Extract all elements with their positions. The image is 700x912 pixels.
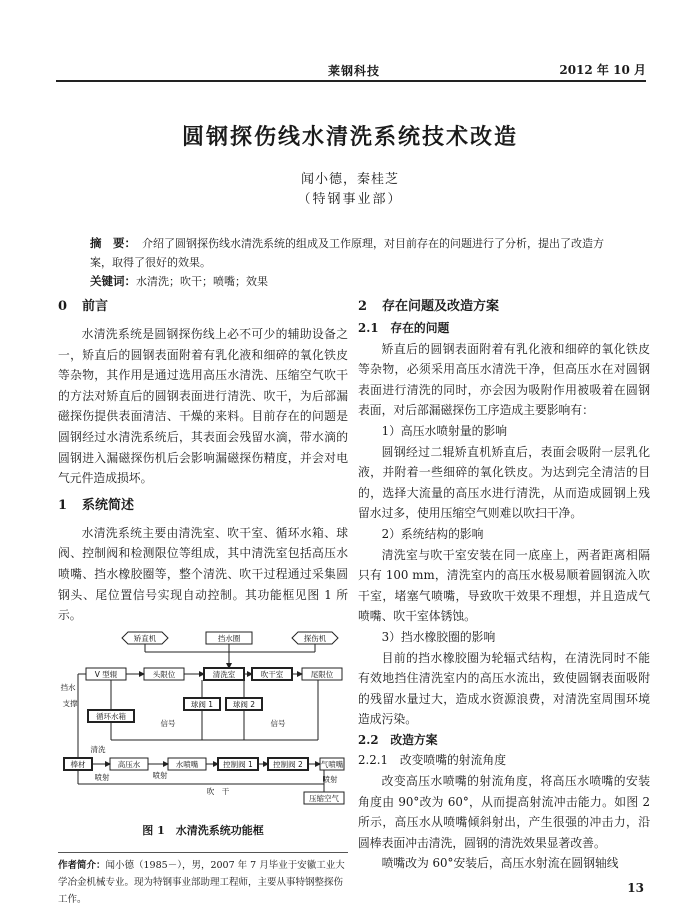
footnote-label: 作者简介：: [58, 860, 106, 871]
fig-label-signal-1: 信号: [160, 719, 176, 728]
fig-label-air: 压缩空气: [309, 794, 339, 803]
fig-label-jet-2: 喷射: [152, 771, 168, 780]
keywords-label: 关键词：: [90, 274, 136, 288]
subsection-2-2-1-heading: 2.2.1 改变喷嘴的射流角度: [358, 753, 506, 768]
abstract-text: 介绍了圆钢探伤线水清洗系统的组成及工作原理，对目前存在的问题进行了分析，提出了改造方案，取得了很好的效果。: [90, 237, 604, 269]
journal-name: 莱钢科技: [328, 64, 381, 78]
fig-label-bar: 棒材: [70, 760, 86, 769]
fig-label-signal-2: 信号: [270, 719, 286, 728]
figure-1-diagram: [58, 628, 348, 808]
item-2-paragraph: 清洗室与吹干室安装在同一底座上，两者距离相隔只有 100 mm，清洗室内的高压水极易顺着圆钢流入吹干室，堵塞气喷嘴，导致吹干效果不理想，并且造成气喷嘴、吹干室体锈蚀。: [358, 547, 650, 624]
item-2-heading: 2）系统结构的影响: [381, 526, 484, 541]
fig-label-spray: 水喷嘴: [175, 760, 199, 769]
page-number: 13: [627, 881, 644, 895]
keywords: [90, 272, 610, 291]
item-1-heading: 1）高压水喷射量的影响: [381, 423, 508, 438]
fig-label-head-limit: 头限位: [152, 670, 176, 679]
fig-label-straightener: 矫直机: [133, 634, 157, 643]
fig-label-air-nozzle: 气喷嘴: [320, 760, 344, 769]
fig-label-ctrl-valve-1: 控制阀 1: [223, 760, 253, 769]
author-footnote: [58, 852, 348, 908]
fig-label-dry-room: 吹干室: [260, 670, 284, 679]
fig-label-wash: 清洗: [90, 745, 106, 754]
fig-label-tail-limit: 尾限位: [310, 670, 334, 679]
running-header: [56, 58, 646, 82]
abstract: [90, 234, 610, 272]
paper-title: 圆钢探伤线水清洗系统技术改造: [181, 124, 518, 150]
item-3-paragraph: 目前的挡水橡胶圈为轮辐式结构，在清洗同时不能有效地挡住清洗室内的高压水流出，致使圆钢表面吸附的残留水量过大，造成水资源浪费，对清洗室周围环境造成污染。: [358, 650, 650, 727]
subsection-2-1-heading: 2.1 存在的问题: [358, 321, 450, 335]
footnote-text: 闻小德（1985－），男，2007 年 7 月毕业于安徽工业大学冶金机械专业。现为特钢事业部助理工程师，主要从事特钢整探伤工作。: [58, 860, 345, 905]
section-1-heading: 1 系统简述: [58, 497, 135, 513]
item-1-paragraph: 圆钢经过二辊矫直机矫直后，表面会吸附一层乳化液，并附着一些细碎的氧化铁皮。为达到完全清洁的目的，选择大流量的高压水进行清洗，从而造成圆钢上残留水过多，使用压缩空气则难以吹扫干净。: [358, 444, 650, 521]
keywords-text: 水清洗；吹干；喷嘴；效果: [136, 275, 268, 288]
section-2-2-1-paragraph-1: 改变高压水喷嘴的射流角度，将高压水喷嘴的安装角度由 90°改为 60°，从而提高射流冲击能力。如图 2 所示，高压水从喷嘴倾斜射出，产生很强的冲击力，沿圆棒表面冲击清洗，圆钢的清洗效果显著改善。: [358, 774, 650, 850]
abstract-label: 摘 要：: [90, 236, 136, 250]
right-column: [358, 296, 650, 874]
left-column: [58, 296, 348, 626]
fig-label-flaw-detector: 探伤机: [303, 634, 327, 643]
issue-date: 2012 年 10 月: [559, 63, 646, 77]
section-2-2-1-paragraph-2: 喷嘴改为 60°安装后，高压水射流在圆钢轴线: [381, 856, 619, 871]
fig-label-circ-tank: 循环水箱: [96, 712, 126, 721]
fig-label-jet: 喷射: [94, 773, 110, 782]
figure-1-caption: 图 1 水清洗系统功能框: [142, 824, 264, 837]
fig-label-valve-2: 球阀 2: [232, 700, 256, 709]
section-0-heading: 0 前言: [58, 299, 109, 314]
fig-label-baffle: 挡水: [60, 683, 76, 692]
authors: 闻小德，秦桂芝: [300, 172, 399, 187]
fig-label-hp-pump: 高压水: [117, 760, 141, 769]
fig-label-ctrl-valve-2: 控制阀 2: [273, 760, 303, 769]
fig-label-water-tank: 挡水圈: [217, 634, 241, 643]
section-2-1-paragraph-1: 矫直后的圆钢表面附着有乳化液和细碎的氧化铁皮等杂物，必须采用高压水清洗干净，但高压水在对圆钢表面进行清洗的同时，亦会因为吸附作用被吸着在圆钢表面，对后部漏磁探伤工序造成主要影响有：: [358, 341, 650, 418]
subsection-2-2-heading: 2.2 改造方案: [358, 732, 438, 747]
item-3-heading: 3）挡水橡胶圈的影响: [381, 629, 496, 644]
section-2-heading: 2 存在问题及改造方案: [358, 299, 500, 314]
section-1-paragraph: 水清洗系统主要由清洗室、吹干室、循环水箱、球阀、控制阀和检测限位等组成，其中清洗室包括高压水喷嘴、挡水橡胶圈等，整个清洗、吹干过程通过采集圆钢头、尾位置信号实现自动控制。其功能框见图 1 所示。: [58, 525, 348, 623]
fig-label-spray-2: 喷射: [322, 775, 338, 784]
affiliation: （特钢事业部）: [297, 192, 403, 207]
fig-label-v-roll: V 型辊: [94, 670, 118, 679]
section-0-paragraph: 水清洗系统是圆钢探伤线上必不可少的辅助设备之一，矫直后的圆钢表面附着有乳化液和细碎的氧化铁皮等杂物，其作用是通过选用高压水清洗、压缩空气吹干的方法对矫直后的圆钢表面进行清洗、吹干，为后部漏磁探伤提供表面清洁、干燥的来料。目前存在的问题是圆钢经过水清洗系统后，其表面会残留水滴，带水滴的圆钢进入漏磁探伤机后会影响漏磁探伤精度，并会对电气元件造成损坏。: [58, 327, 348, 486]
fig-label-blow: 吹 干: [206, 787, 230, 796]
fig-label-support: 支撑: [62, 699, 78, 708]
fig-label-valve-1: 球阀 1: [190, 700, 214, 709]
fig-label-wash-room: 清洗室: [212, 670, 236, 679]
